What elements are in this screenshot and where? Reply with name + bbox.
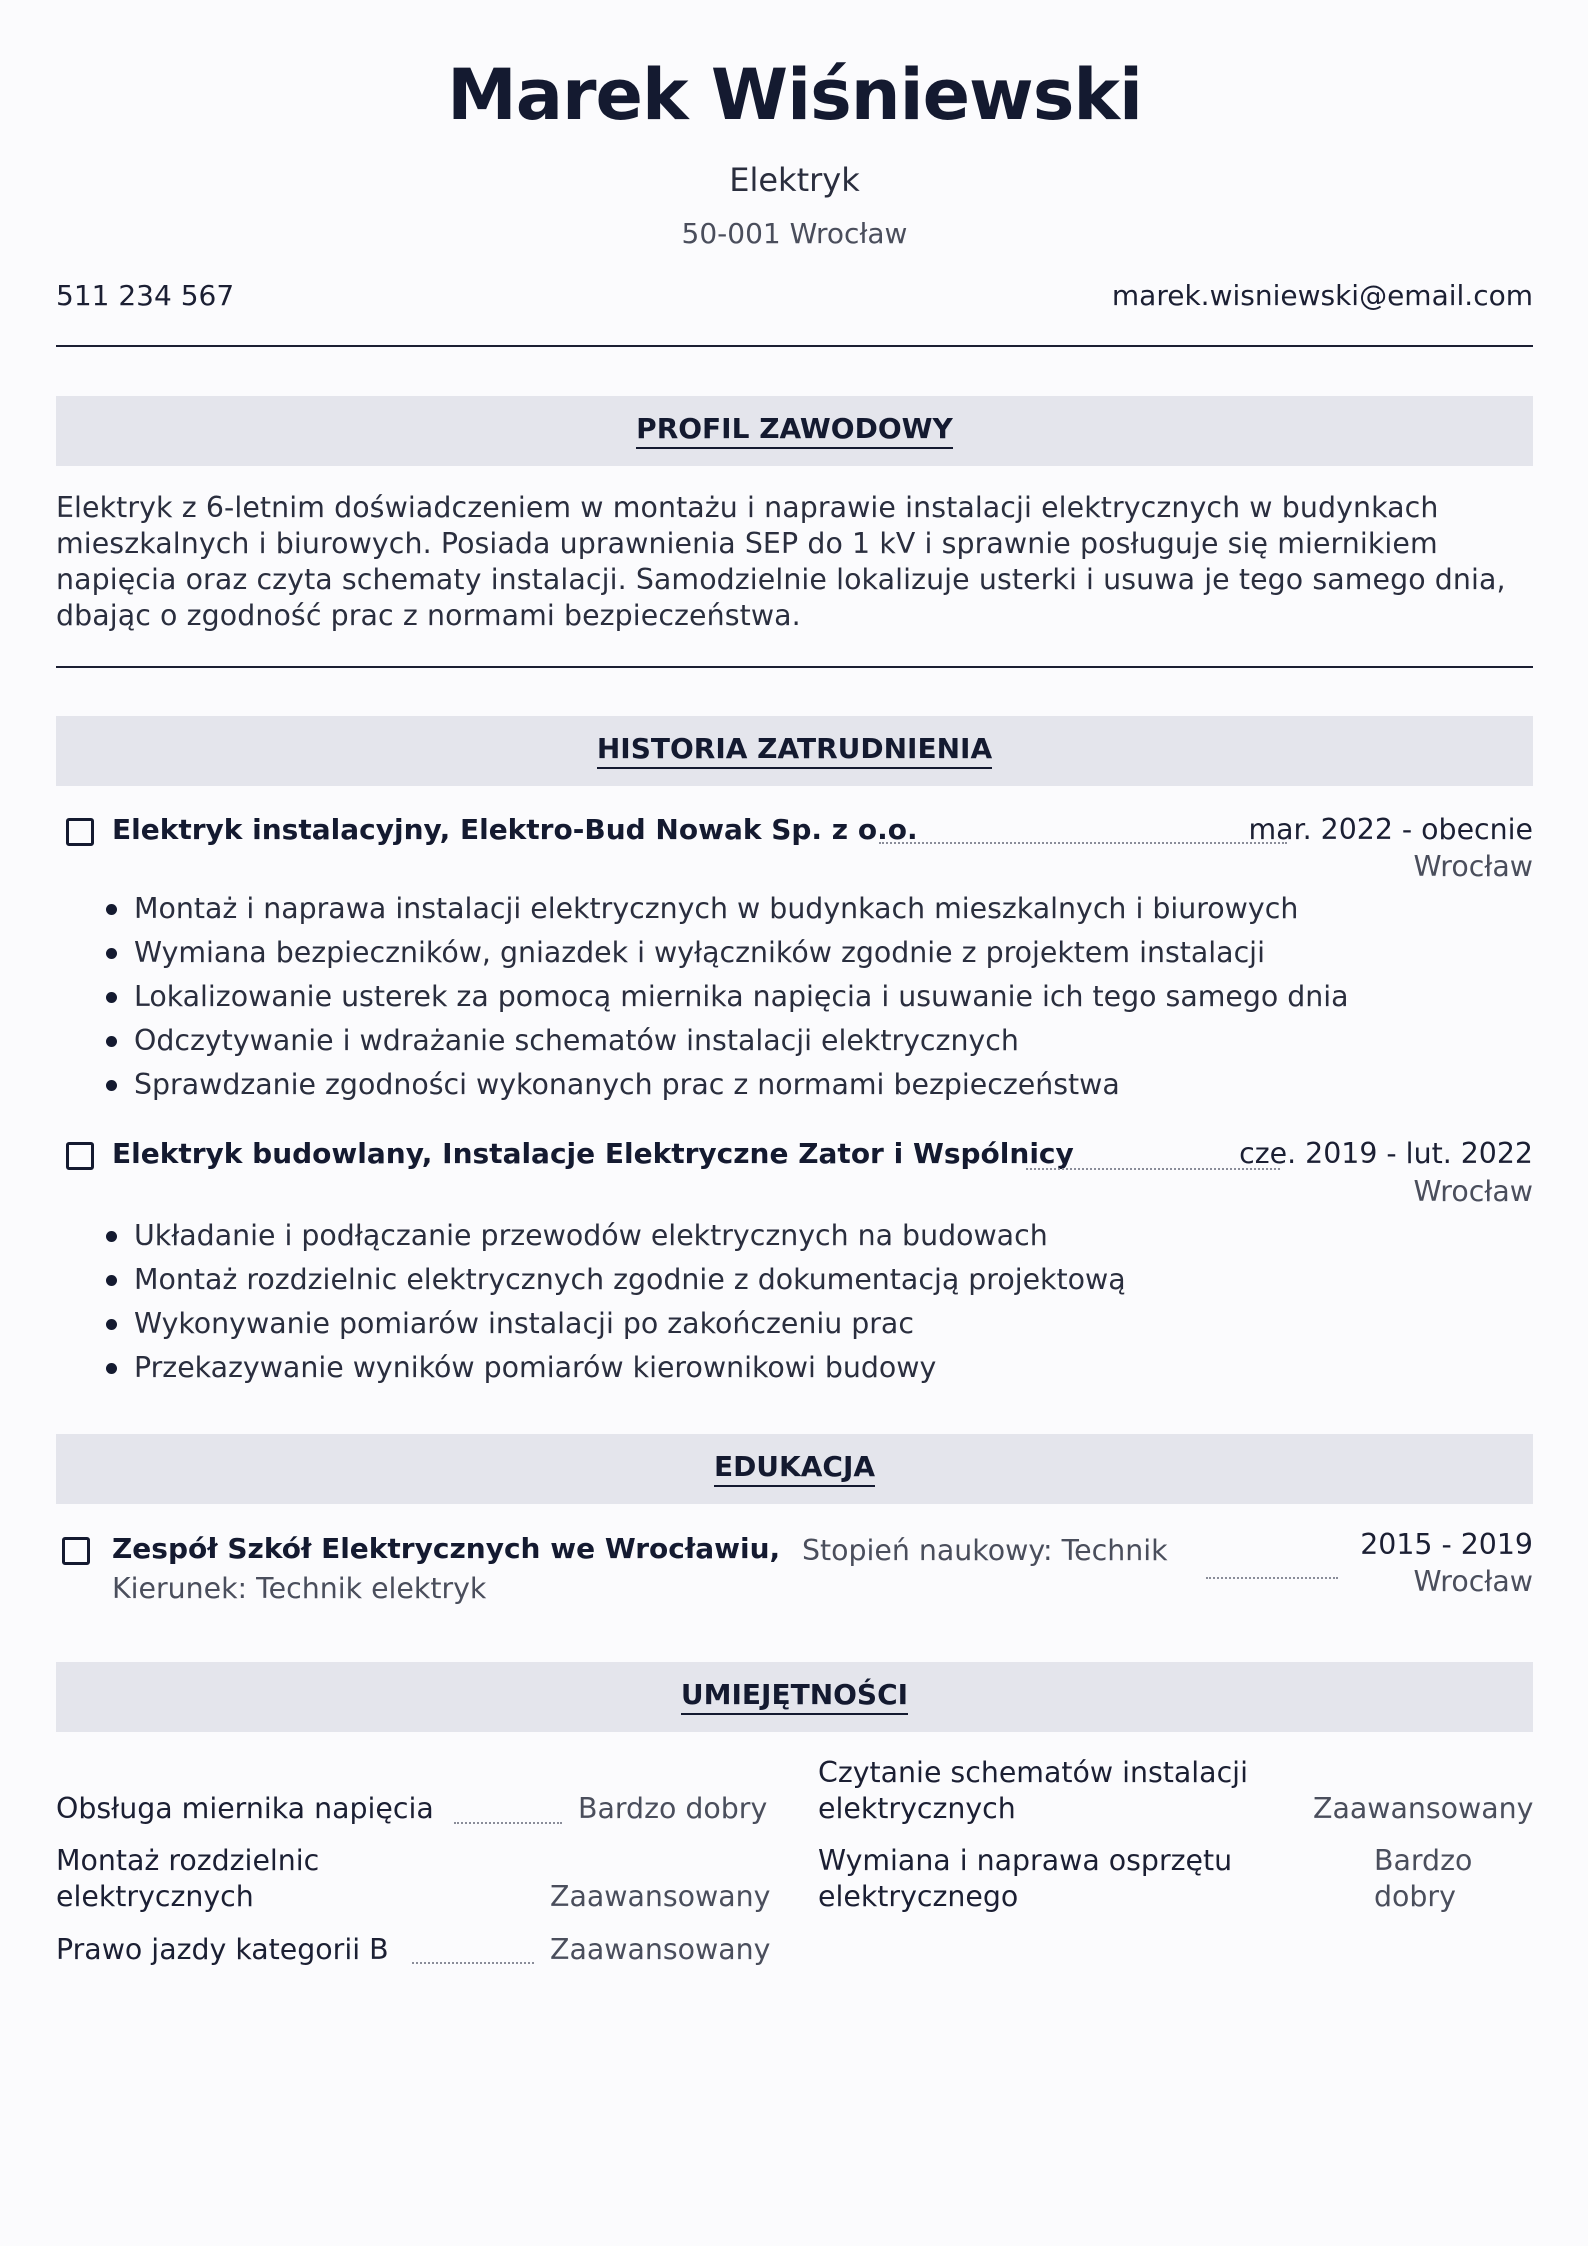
- candidate-role: Elektryk: [729, 161, 860, 199]
- section-header-skills: [56, 1662, 1533, 1732]
- job-location: Wrocław: [1413, 850, 1533, 883]
- dotted-leader: [412, 1962, 534, 1964]
- list-item: Wykonywanie pomiarów instalacji po zakończeniu prac: [106, 1302, 1126, 1346]
- section-header-profile: [56, 396, 1533, 466]
- job-duties: [106, 1214, 1126, 1390]
- list-item: Montaż rozdzielnic elektrycznych zgodnie z dokumentacją projektową: [106, 1258, 1126, 1302]
- divider: [56, 345, 1533, 347]
- field-of-study: Kierunek: Technik elektryk: [112, 1572, 487, 1605]
- education-location: Wrocław: [1413, 1565, 1533, 1598]
- phone-number[interactable]: 511 234 567: [56, 279, 235, 312]
- skill-name: Obsługa miernika napięcia: [56, 1792, 434, 1825]
- section-header-education: [56, 1434, 1533, 1504]
- list-item: Wymiana bezpieczników, gniazdek i wyłączników zgodnie z projektem instalacji: [106, 931, 1349, 975]
- candidate-city: 50-001 Wrocław: [681, 217, 908, 250]
- skill-level: Zaawansowany: [550, 1880, 771, 1913]
- list-item: Lokalizowanie usterek za pomocą miernika napięcia i usuwanie ich tego samego dnia: [106, 975, 1349, 1019]
- job-title: Elektryk instalacyjny, Elektro-Bud Nowak Sp. z o.o.: [112, 813, 918, 846]
- education-dates: 2015 - 2019: [1360, 1528, 1533, 1561]
- dotted-leader: [879, 842, 1287, 844]
- skill-name: Prawo jazdy kategorii B: [56, 1933, 389, 1966]
- skill-level: Bardzo dobry: [578, 1792, 768, 1825]
- skill-name: Czytanie schematów instalacji elektrycznych: [818, 1756, 1248, 1825]
- skill-name: Montaż rozdzielnic elektrycznych: [56, 1844, 320, 1913]
- skill-name: Wymiana i naprawa osprzętu elektrycznego: [818, 1844, 1233, 1913]
- section-title: PROFIL ZAWODOWY: [636, 412, 953, 449]
- school-name: Zespół Szkół Elektrycznych we Wrocławiu,: [112, 1532, 781, 1565]
- section-title: UMIEJĘTNOŚCI: [681, 1678, 908, 1715]
- checkbox-icon[interactable]: [62, 1537, 90, 1565]
- dotted-leader: [454, 1822, 562, 1824]
- job-title: Elektryk budowlany, Instalacje Elektryczne Zator i Wspólnicy: [112, 1137, 1074, 1170]
- section-title: EDUKACJA: [714, 1450, 875, 1487]
- degree: Stopień naukowy: Technik: [802, 1534, 1168, 1567]
- list-item: Układanie i podłączanie przewodów elektrycznych na budowach: [106, 1214, 1126, 1258]
- divider: [56, 666, 1533, 668]
- contact-row: [56, 276, 1533, 316]
- email-address[interactable]: marek.wisniewski@email.com: [1111, 279, 1533, 312]
- skill-level: Zaawansowany: [550, 1933, 771, 1966]
- dotted-leader: [1206, 1577, 1338, 1579]
- list-item: Odczytywanie i wdrażanie schematów instalacji elektrycznych: [106, 1019, 1349, 1063]
- list-item: Przekazywanie wyników pomiarów kierownikowi budowy: [106, 1346, 1126, 1390]
- checkbox-icon[interactable]: [66, 1142, 94, 1170]
- job-duties: [106, 887, 1349, 1107]
- skill-level: Bardzo dobry: [1374, 1844, 1473, 1913]
- profile-summary: Elektryk z 6-letnim doświadczeniem w montażu i naprawie instalacji elektrycznych w budynkach mieszkalnych i biurowych. Posiada uprawnienia SEP do 1 kV i sprawnie posługuje się miernikiem napięcia oraz czyta schematy instalacji. Samodzielnie lokalizuje usterki i usuwa je tego samego dnia, dbając o zgodność prac z normami bezpieczeństwa.: [56, 491, 1506, 632]
- section-header-experience: [56, 716, 1533, 786]
- list-item: Montaż i naprawa instalacji elektrycznych w budynkach mieszkalnych i biurowych: [106, 887, 1349, 931]
- candidate-name: Marek Wiśniewski: [447, 54, 1142, 136]
- checkbox-icon[interactable]: [66, 818, 94, 846]
- job-dates: cze. 2019 - lut. 2022: [1239, 1137, 1533, 1170]
- job-location: Wrocław: [1413, 1175, 1533, 1208]
- list-item: Sprawdzanie zgodności wykonanych prac z normami bezpieczeństwa: [106, 1063, 1349, 1107]
- job-dates: mar. 2022 - obecnie: [1248, 813, 1533, 846]
- section-title: HISTORIA ZATRUDNIENIA: [597, 732, 992, 769]
- skill-level: Zaawansowany: [1313, 1792, 1534, 1825]
